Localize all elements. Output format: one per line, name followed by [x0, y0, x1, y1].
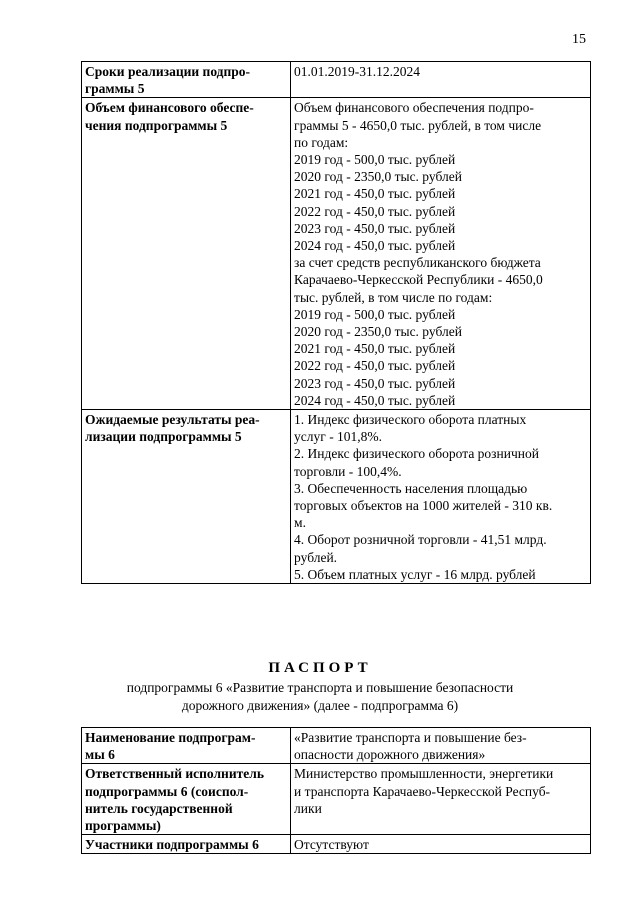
passport-subtitle	[0, 679, 640, 714]
subprogram-5-passport-table	[81, 61, 591, 584]
value-line: 2019 год - 500,0 тыс. рублей	[294, 306, 456, 322]
row-label-responsible-executor	[82, 764, 291, 835]
table-row	[82, 410, 591, 584]
value-line: 2019 год - 500,0 тыс. рублей	[294, 152, 456, 168]
value-line: 01.01.2019-31.12.2024	[294, 64, 421, 79]
value-line: 5. Объем платных услуг - 16 млрд. рублей	[294, 566, 536, 582]
value-line: граммы 5 - 4650,0 тыс. рублей, в том числе	[294, 117, 542, 133]
value-line: м.	[294, 515, 306, 531]
value-line: 2020 год - 2350,0 тыс. рублей	[294, 169, 462, 185]
value-line: 2021 год - 450,0 тыс. рублей	[294, 341, 456, 357]
row-value-responsible-executor	[291, 764, 591, 835]
label-line: Наименование подпрограм-	[85, 730, 256, 745]
label-line: лизации подпрограммы 5	[85, 429, 242, 445]
label-line: программы)	[85, 818, 161, 834]
row-label-participants	[82, 835, 291, 854]
label-line: Ответственный исполнитель	[85, 766, 264, 782]
label-line: подпрограммы 6 (соиспол-	[85, 783, 249, 799]
row-value-implementation-period	[291, 62, 591, 98]
value-line: торговли - 100,4%.	[294, 463, 402, 479]
passport-title: ПАСПОРТ	[268, 660, 372, 676]
row-value-funding-volume	[291, 98, 591, 410]
label-line: Объем финансового обеспе-	[85, 100, 254, 116]
value-line: 2024 год - 450,0 тыс. рублей	[294, 238, 456, 254]
table-row	[82, 764, 591, 835]
value-line: рублей.	[294, 549, 338, 565]
value-line: 2023 год - 450,0 тыс. рублей	[294, 375, 456, 391]
value-line: 2022 год - 450,0 тыс. рублей	[294, 358, 456, 374]
value-line: 4. Оборот розничной торговли - 41,51 млрд.	[294, 532, 547, 548]
subtitle-line: дорожного движения» (далее - подпрограмма 6)	[181, 697, 459, 713]
value-line: 3. Обеспеченность населения площадью	[294, 480, 528, 496]
value-line: тыс. рублей, в том числе по годам:	[294, 289, 493, 305]
value-line: опасности дорожного движения»	[294, 747, 486, 763]
table-row	[82, 98, 591, 410]
value-line: 2024 год - 450,0 тыс. рублей	[294, 392, 456, 408]
table-row	[82, 728, 591, 764]
value-line: 2020 год - 2350,0 тыс. рублей	[294, 324, 462, 340]
value-line: «Развитие транспорта и повышение без-	[294, 730, 527, 745]
value-line: и транспорта Карачаево-Черкесской Респуб-	[294, 783, 551, 799]
subprogram-6-passport-table	[81, 727, 591, 854]
value-line: 2021 год - 450,0 тыс. рублей	[294, 186, 456, 202]
row-label-expected-results	[82, 410, 291, 584]
value-line: за счет средств республиканского бюджета	[294, 255, 541, 271]
value-line: Министерство промышленности, энергетики	[294, 766, 554, 782]
value-line: Карачаево-Черкесской Республики - 4650,0	[294, 272, 543, 288]
row-label-subprogram-name	[82, 728, 291, 764]
value-line: лики	[294, 800, 322, 816]
row-label-implementation-period	[82, 62, 291, 98]
value-line: торговых объектов на 1000 жителей - 310 кв.	[294, 498, 553, 514]
label-line: мы 6	[85, 747, 115, 763]
row-label-funding-volume	[82, 98, 291, 410]
label-line: граммы 5	[85, 81, 145, 97]
page-number: 15	[572, 32, 586, 47]
value-line: по годам:	[294, 134, 349, 150]
value-line: услуг - 101,8%.	[294, 429, 383, 445]
subtitle-line: подпрограммы 6 «Развитие транспорта и повышение безопасности	[126, 680, 514, 695]
row-value-expected-results	[291, 410, 591, 584]
row-value-participants	[291, 835, 591, 854]
value-line: 2. Индекс физического оборота розничной	[294, 446, 539, 462]
label-line: чения подпрограммы 5	[85, 117, 228, 133]
label-line: нитель государственной	[85, 800, 233, 816]
table-row	[82, 835, 591, 854]
row-value-subprogram-name	[291, 728, 591, 764]
table-row	[82, 62, 591, 98]
value-line: Объем финансового обеспечения подпро-	[294, 100, 534, 116]
label-line: Ожидаемые результаты реа-	[85, 412, 260, 428]
value-line: Отсутствуют	[294, 837, 369, 853]
value-line: 1. Индекс физического оборота платных	[294, 412, 527, 428]
label-line: Участники подпрограммы 6	[85, 837, 259, 853]
value-line: 2023 год - 450,0 тыс. рублей	[294, 220, 456, 236]
value-line: 2022 год - 450,0 тыс. рублей	[294, 203, 456, 219]
label-line: Сроки реализации подпро-	[85, 64, 251, 79]
